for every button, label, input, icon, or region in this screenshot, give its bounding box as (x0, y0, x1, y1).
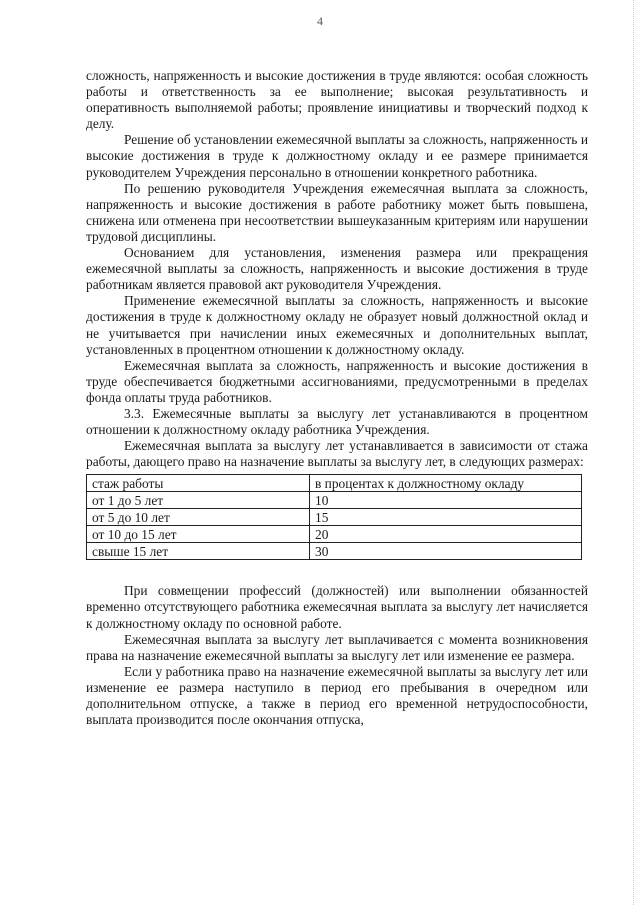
scan-edge-artifact (632, 0, 634, 905)
page-number: 4 (317, 14, 323, 28)
table-header-row (87, 475, 582, 492)
paragraph: Применение ежемесячной выплаты за сложность, напряженность и высокие достижения в труде к должностному окладу не образует новый должностной оклад и не учитывается при начислении иных ежемесячных и дополнительных выплат, установленных в процентном отношении к должностному окладу. (86, 293, 588, 357)
table-cell-experience: от 10 до 15 лет (87, 526, 310, 543)
table-cell-percent: 15 (310, 509, 582, 526)
paragraph: Ежемесячная выплата за выслугу лет выплачивается с момента возникновения права на назначение ежемесячной выплаты за выслугу лет или изменение ее размера. (86, 631, 588, 663)
table-cell-percent: 10 (310, 492, 582, 509)
paragraph: Если у работника право на назначение ежемесячной выплаты за выслугу лет или изменение ее размера наступило в период его пребывания в очередном или дополнительном отпуске, а также в период его временной нетрудоспособности, выплата производится после окончания отпуска, (86, 663, 588, 728)
table-cell-percent: 20 (310, 526, 582, 543)
paragraph: Ежемесячная выплата за выслугу лет устанавливается в зависимости от стажа работы, дающего право на назначение выплаты за выслугу лет, в следующих размерах: (86, 438, 588, 470)
paragraph: сложность, напряженность и высокие достижения в труде являются: особая сложность работы и ответственность за ее выполнение; высокая результативность и оперативность выполняемой работы; проявление инициативы и творческий подход к делу. (86, 68, 588, 132)
seniority-rates-table (86, 474, 582, 560)
paragraph: Ежемесячная выплата за сложность, напряженность и высокие достижения в труде обеспечивается бюджетными ассигнованиями, предусмотренными в пределах фонда оплаты труда работников. (86, 357, 588, 405)
table-cell-experience: от 5 до 10 лет (87, 509, 310, 526)
table-row (87, 543, 582, 560)
table-cell-experience: свыше 15 лет (87, 543, 310, 560)
paragraph: Решение об установлении ежемесячной выплаты за сложность, напряженность и высокие достижения в труде к должностному окладу и ее размере принимается руководителем Учреждения персонально в отношении конкретного работника. (86, 132, 588, 180)
table-cell-experience: от 1 до 5 лет (87, 492, 310, 509)
table-row (87, 509, 582, 526)
paragraph: По решению руководителя Учреждения ежемесячная выплата за сложность, напряженность и высокие достижения в работе работнику может быть повышена, снижена или отменена при несоответствии вышеуказанным критериям или нарушении трудовой дисциплины. (86, 180, 588, 244)
section-3-3-paragraph: 3.3. Ежемесячные выплаты за выслугу лет устанавливаются в процентном отношении к должностному окладу работника Учреждения. (86, 405, 588, 438)
table-row (87, 492, 582, 509)
column-header-percent: в процентах к должностному окладу (310, 475, 582, 492)
document-body (86, 68, 588, 728)
column-header-experience: стаж работы (87, 475, 310, 492)
paragraph: При совмещении профессий (должностей) или выполнении обязанностей временно отсутствующего работника ежемесячная выплата за выслугу лет начисляется к должностному окладу по основной работе. (86, 583, 588, 631)
paragraph: Основанием для установления, изменения размера или прекращения ежемесячной выплаты за сложность, напряженность и высокие достижения в труде работникам является правовой акт руководителя Учреждения. (86, 245, 588, 293)
table-cell-percent: 30 (310, 543, 582, 560)
table-row (87, 526, 582, 543)
